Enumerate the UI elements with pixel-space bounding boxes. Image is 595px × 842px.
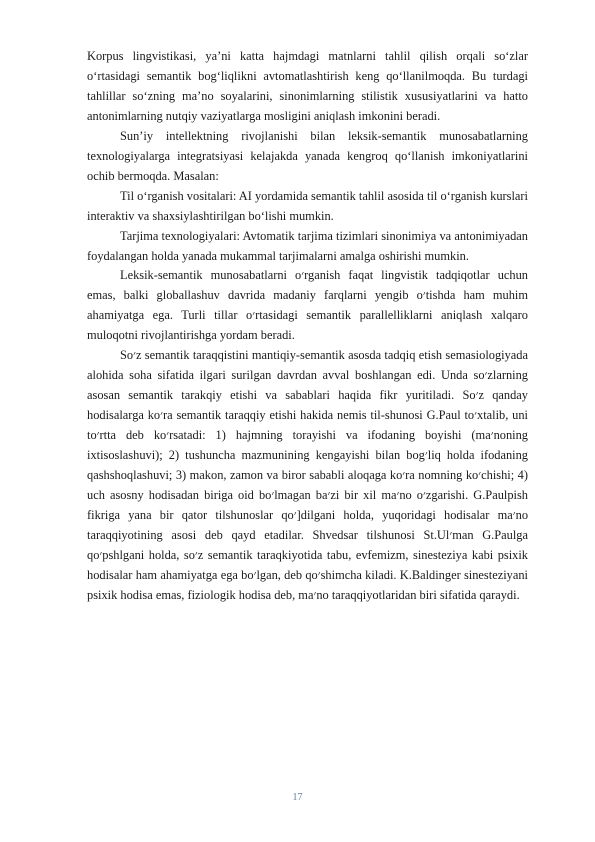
paragraph-semantic-development: So׳z semantik taraqqistini mantiqiy-semantik asosda tadqiq etish semasiologiyada alohida soha sifatida ilgari surilgan davrdan avval boshlangan edi. Unda so׳zlarning asosan semantik tarakqiy etishi va sabablari haqida fikr yuritiladi. So׳z qanday hodisalarga ko׳ra semantik taraqqiy etishi hakida nemis til-shunosi G.Paul to׳xtalib, uni to׳rtta deb ko׳rsatadi: 1) hajmning torayishi va ifodaning boyishi (ma׳noning ixtisoslashuvi); 2) tushuncha mazmunining kengayishi bilan bog׳liq holda ifodaning qashshoqlashuvi; 3) makon, zamon va biror sababli aloqaga ko׳ra nomning ko׳chishi; 4) uch asosny hodisadan biriga oid bo׳lmagan ba׳zi bir xil ma׳no o׳zgarishi. G.Paulpish fikriga yana bir qator tilshunoslar qo׳]dilgani holda, yuqoridagi hodisalar ma׳no taraqqiyotining asosi deb qayd etadilar. Shvedsar tilshunosi St.Ul׳man G.Paulga qo׳pshlgani holda, so׳z semantik taraqkiyotida tabu, evfemizm, sinesteziya kabi psixik hodisalar ham ahamiyatga ega bo׳lgan, deb qo׳shimcha kiladi. K.Baldinger sinesteziyani psixik hodisa emas, fiziologik hodisa deb, ma׳no taraqqiyotlaridan biri sifatida qaraydi. [87,348,529,602]
paragraph-translation-technologies: Tarjima texnologiyalari: Avtomatik tarjima tizimlari sinonimiya va antonimiyadan foydalangan holda yanada mukammal tarjimalarni amalga oshirishi mumkin. [87,228,528,263]
paragraph-corpus-linguistics: Korpus lingvistikasi, ya’ni katta hajmdagi matnlarni tahlil qilish orqali so‘zlar o‘rtasidagi semantik bog‘liqlikni avtomatlashtirish keng qo‘llanilmoqda. Bu turdagi tahlillar so‘zning ma’no soyalarini, sinonimlarning stilistik xususiyatlarini va hatto antonimlarning nutqiy vaziyatlarga mosligini aniqlash imkonini beradi. [87,49,528,123]
document-body [87,47,528,606]
paragraph-ai-development: Sun’iy intellektning rivojlanishi bilan leksik-semantik munosabatlarning texnologiyalarga integratsiyasi kelajakda yanada kengroq qo‘llanish imkoniyatlarini ochib bermoqda. Masalan: [87,128,528,183]
page-number: 17 [292,792,303,803]
paragraph-language-learning-tools: Til o‘rganish vositalari: AI yordamida semantik tahlil asosida til o‘rganish kurslari interaktiv va shaxsiylashtirilgan bo‘lishi mumkin. [87,188,528,223]
paragraph-lexical-semantic-relations: Leksik-semantik munosabatlarni o׳rganish faqat lingvistik tadqiqotlar uchun emas, balki globallashuv davrida madaniy farqlarni yengib o׳tishda ham muhim ahamiyatga ega. Turli tillar o׳rtasidagi semantik parallelliklarni aniqlash xalqaro muloqotni rivojlantirishga yordam beradi. [87,268,529,343]
